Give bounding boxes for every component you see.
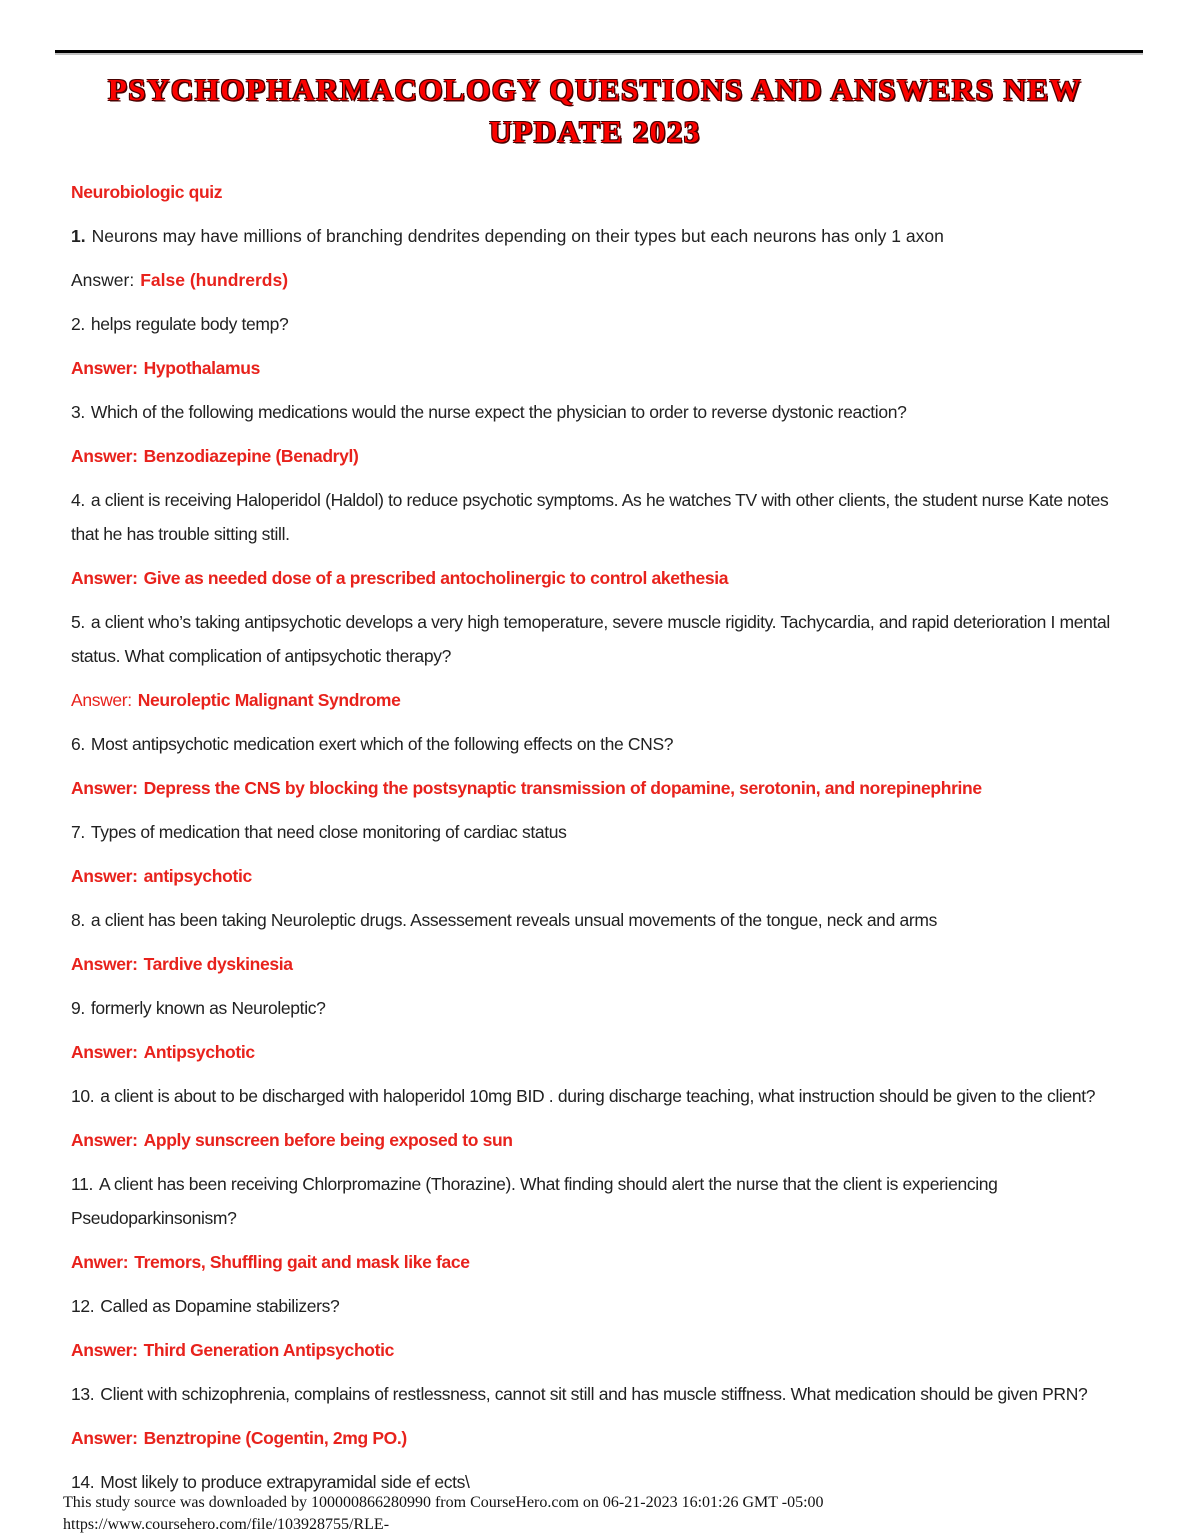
header-divider bbox=[55, 50, 1143, 53]
answer-9 bbox=[71, 1035, 1124, 1069]
answer-4-label: Answer: bbox=[71, 568, 138, 588]
answer-9-text: Antipsychotic bbox=[143, 1042, 255, 1062]
question-6-number: 6. bbox=[71, 734, 85, 754]
answer-6-label: Answer: bbox=[71, 778, 138, 798]
question-13-text: Client with schizophrenia, complains of restlessness, cannot sit still and has muscle stiffness. What medication should be given PRN? bbox=[100, 1384, 1088, 1404]
question-9 bbox=[71, 991, 1124, 1025]
question-8 bbox=[71, 903, 1124, 937]
answer-6 bbox=[71, 771, 1124, 805]
question-10-number: 10. bbox=[71, 1086, 95, 1106]
question-9-text: formerly known as Neuroleptic? bbox=[90, 998, 326, 1018]
answer-13-text: Benztropine (Cogentin, 2mg PO.) bbox=[143, 1428, 407, 1448]
question-3-number: 3. bbox=[71, 402, 85, 422]
question-6 bbox=[71, 727, 1124, 761]
question-10 bbox=[71, 1079, 1124, 1113]
page-title-line2: UPDATE 2023 bbox=[489, 114, 701, 149]
answer-5-label: Answer: bbox=[71, 690, 132, 710]
answer-1-text: False (hundrerds) bbox=[140, 270, 289, 290]
answer-1 bbox=[71, 263, 1124, 297]
question-1-text: Neurons may have millions of branching dendrites depending on their types but each neurons has only 1 axon bbox=[91, 226, 944, 246]
page-title bbox=[90, 69, 1100, 153]
question-5-text: a client who’s taking antipsychotic develops a very high temoperature, severe muscle rigidity. Tachycardia, and rapid deterioration I mental status. What complication of antipsychotic therapy? bbox=[71, 612, 1110, 666]
answer-10 bbox=[71, 1123, 1124, 1157]
section-heading: Neurobiologic quiz bbox=[71, 182, 223, 202]
coursehero-footer bbox=[63, 1492, 1150, 1536]
answer-13 bbox=[71, 1421, 1124, 1455]
question-11-number: 11. bbox=[71, 1174, 93, 1194]
answer-4 bbox=[71, 561, 1124, 595]
answer-2 bbox=[71, 351, 1124, 385]
question-1-number: 1. bbox=[71, 226, 86, 246]
question-7-number: 7. bbox=[71, 822, 85, 842]
answer-2-label: Answer: bbox=[71, 358, 138, 378]
question-5-number: 5. bbox=[71, 612, 85, 632]
question-11 bbox=[71, 1167, 1124, 1235]
answer-6-text: Depress the CNS by blocking the postsynaptic transmission of dopamine, serotonin, and norepinephrine bbox=[143, 778, 982, 798]
answer-3-label: Answer: bbox=[71, 446, 138, 466]
answer-5 bbox=[71, 683, 1124, 717]
question-14-number: 14. bbox=[71, 1472, 95, 1492]
footer-url: https://www.coursehero.com/file/103928755/RLE- bbox=[63, 1516, 390, 1533]
question-4 bbox=[71, 483, 1124, 551]
answer-8 bbox=[71, 947, 1124, 981]
document-body bbox=[0, 153, 1190, 1499]
footer-download-note: This study source was downloaded by 100000866280990 from CourseHero.com on 06-21-2023 16:01:26 GMT -05:00 bbox=[63, 1494, 824, 1511]
question-6-text: Most antipsychotic medication exert which of the following effects on the CNS? bbox=[90, 734, 674, 754]
answer-11-label: Anwer: bbox=[71, 1252, 129, 1272]
question-2-text: helps regulate body temp? bbox=[90, 314, 289, 334]
answer-13-label: Answer: bbox=[71, 1428, 138, 1448]
question-12 bbox=[71, 1289, 1124, 1323]
answer-10-label: Answer: bbox=[71, 1130, 138, 1150]
question-10-text: a client is about to be discharged with haloperidol 10mg BID . during discharge teaching, what instruction should be given to the client? bbox=[100, 1086, 1096, 1106]
question-3 bbox=[71, 395, 1124, 429]
question-8-number: 8. bbox=[71, 910, 85, 930]
answer-12-text: Third Generation Antipsychotic bbox=[143, 1340, 394, 1360]
question-2-number: 2. bbox=[71, 314, 85, 334]
question-2 bbox=[71, 307, 1124, 341]
answer-11-text: Tremors, Shuffling gait and mask like face bbox=[134, 1252, 470, 1272]
answer-8-label: Answer: bbox=[71, 954, 138, 974]
question-14-text: Most likely to produce extrapyramidal side ef ects\ bbox=[100, 1472, 470, 1492]
question-3-text: Which of the following medications would the nurse expect the physician to order to reverse dystonic reaction? bbox=[90, 402, 907, 422]
question-12-number: 12. bbox=[71, 1296, 95, 1316]
question-9-number: 9. bbox=[71, 998, 85, 1018]
answer-11 bbox=[71, 1245, 1124, 1279]
answer-12 bbox=[71, 1333, 1124, 1367]
answer-10-text: Apply sunscreen before being exposed to sun bbox=[143, 1130, 513, 1150]
question-8-text: a client has been taking Neuroleptic drugs. Assessement reveals unsual movements of the tongue, neck and arms bbox=[90, 910, 938, 930]
answer-12-label: Answer: bbox=[71, 1340, 138, 1360]
question-4-number: 4. bbox=[71, 490, 85, 510]
question-13 bbox=[71, 1377, 1124, 1411]
answer-4-text: Give as needed dose of a prescribed antocholinergic to control akethesia bbox=[143, 568, 729, 588]
question-7-text: Types of medication that need close monitoring of cardiac status bbox=[90, 822, 567, 842]
answer-7-text: antipsychotic bbox=[143, 866, 252, 886]
question-1 bbox=[71, 219, 1124, 253]
answer-7-label: Answer: bbox=[71, 866, 138, 886]
question-7 bbox=[71, 815, 1124, 849]
answer-3-text: Benzodiazepine (Benadryl) bbox=[143, 446, 359, 466]
page-title-line1: PSYCHOPHARMACOLOGY QUESTIONS AND ANSWERS NEW bbox=[107, 72, 1083, 107]
question-11-text: A client has been receiving Chlorpromazine (Thorazine). What finding should alert the nurse that the client is experiencing Pseudoparkinsonism? bbox=[71, 1174, 998, 1228]
answer-2-text: Hypothalamus bbox=[143, 358, 260, 378]
answer-8-text: Tardive dyskinesia bbox=[143, 954, 293, 974]
answer-9-label: Answer: bbox=[71, 1042, 138, 1062]
question-4-text: a client is receiving Haloperidol (Haldol) to reduce psychotic symptoms. As he watches TV with other clients, the student nurse Kate notes that he has trouble sitting still. bbox=[71, 490, 1109, 544]
question-5 bbox=[71, 605, 1124, 673]
question-13-number: 13. bbox=[71, 1384, 95, 1404]
answer-1-label: Answer: bbox=[71, 270, 135, 290]
question-12-text: Called as Dopamine stabilizers? bbox=[100, 1296, 340, 1316]
answer-5-text: Neuroleptic Malignant Syndrome bbox=[137, 690, 401, 710]
answer-3 bbox=[71, 439, 1124, 473]
answer-7 bbox=[71, 859, 1124, 893]
